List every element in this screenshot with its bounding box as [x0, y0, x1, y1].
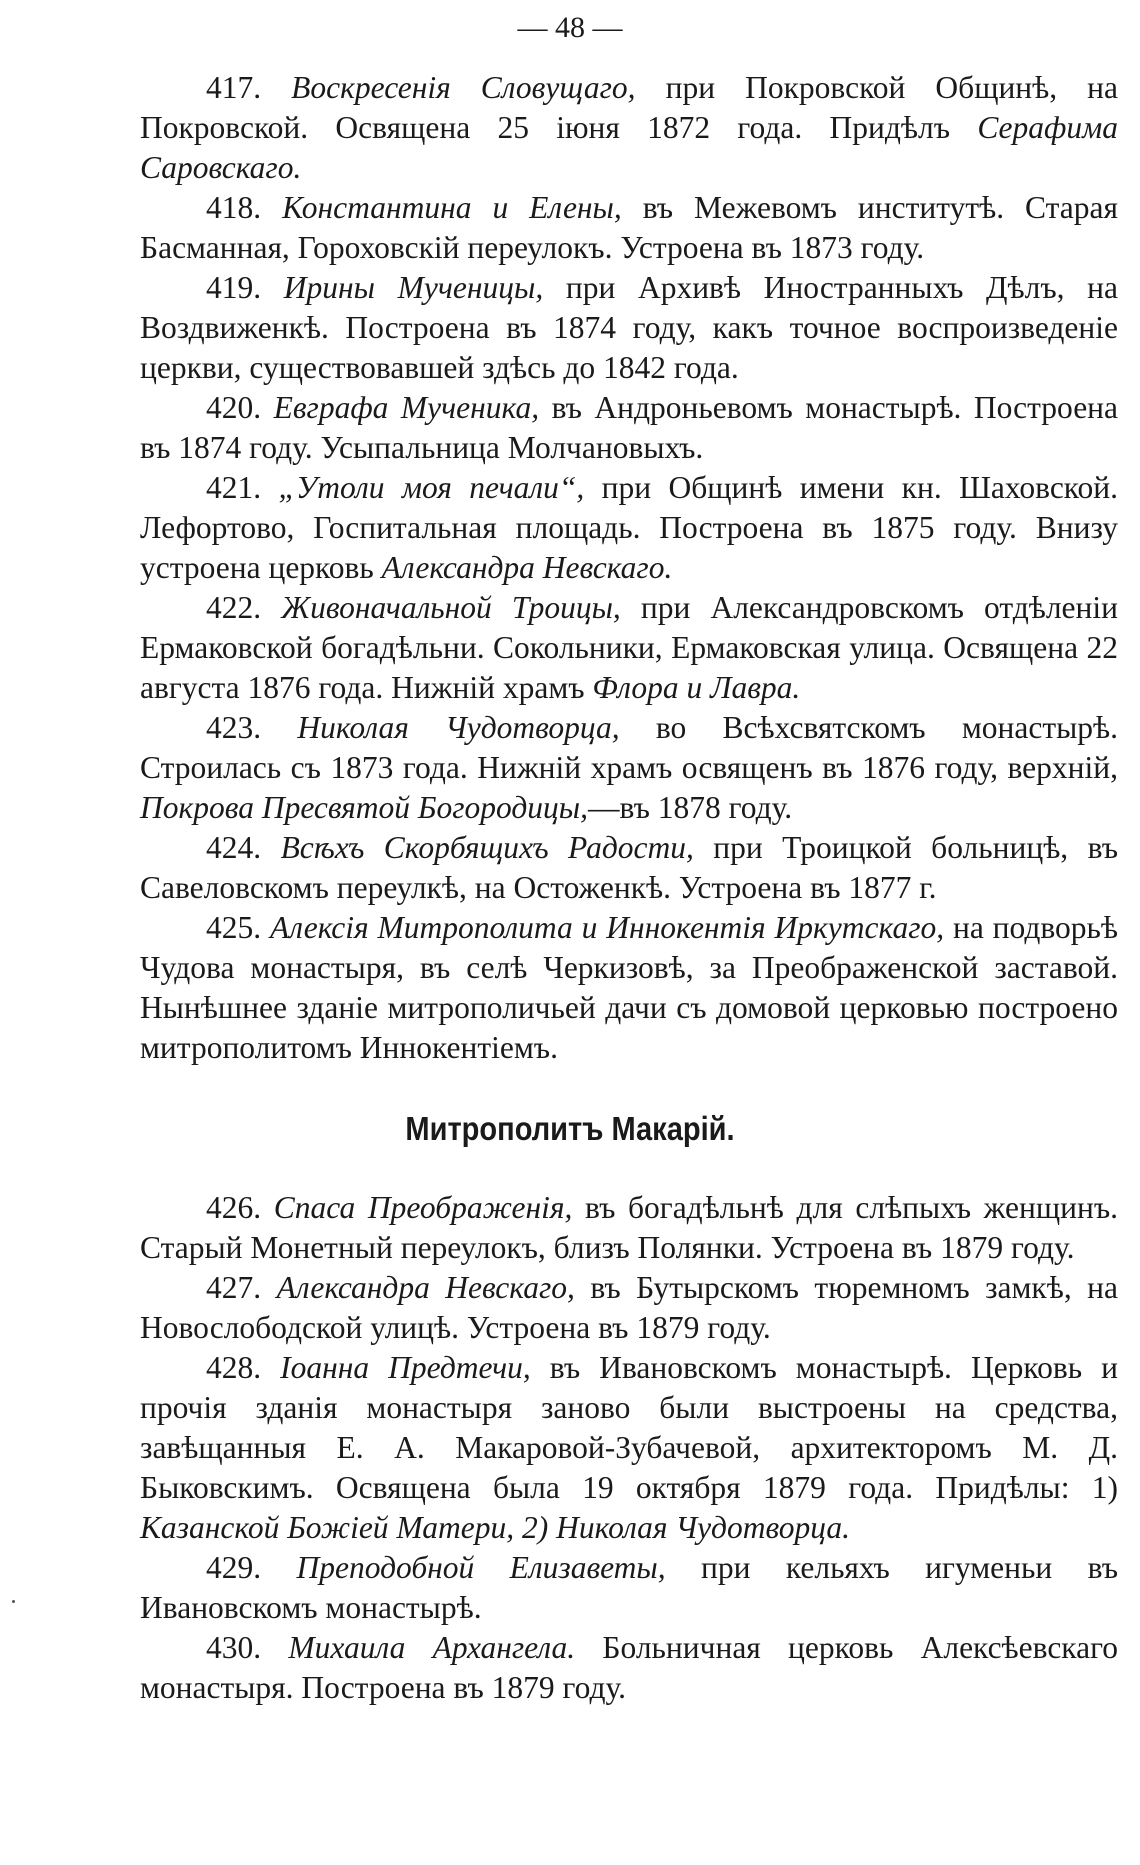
entry-423: 423. Николая Чудотворца, во Всѣхсвятскомъ монастырѣ. Строилась съ 1873 года. Нижній храмъ освященъ въ 1876 году, верхній, Покрова Пресвятой Богородицы,—въ 1878 году. [140, 710, 1118, 825]
section-heading: Митрополитъ Макарій. [405, 1110, 735, 1147]
entry-428: 428. Іоанна Предтечи, въ Ивановскомъ монастырѣ. Церковь и прочія зданія монастыря заново были выстроены на средства, завѣщанныя Е. А. Макаровой-Зубачевой, архитекторомъ М. Д. Быковскимъ. Освящена была 19 октября 1879 года. Придѣлы: 1) Казанской Божіей Матери, 2) Николая Чудотворца. [140, 1350, 1119, 1545]
entry-429: 429. Преподобной Елизаветы, при кельяхъ игуменьи въ Ивановскомъ монастырѣ. [140, 1550, 1118, 1625]
entry-421: 421. „Утоли моя печали“, при Общинѣ имени кн. Шаховской. Лефортово, Госпитальная площадь. Построена въ 1875 году. Внизу устроена церковь Александра Невскаго. [140, 470, 1118, 585]
paper-speck [12, 1600, 15, 1603]
entry-425: 425. Алексія Митрополита и Иннокентія Иркутскаго, на подворьѣ Чудова монастыря, въ селѣ Черкизовѣ, за Преображенской заставой. Нынѣшнее зданіе митрополичьей дачи съ домовой церковью построено митрополитомъ Иннокентіемъ. [140, 910, 1118, 1065]
entry-419: 419. Ирины Мученицы, при Архивѣ Иностранныхъ Дѣлъ, на Воздвиженкѣ. Построена въ 1874 году, какъ точное воспроизведеніе церкви, существовавшей здѣсь до 1842 года. [140, 270, 1118, 385]
entry-418: 418. Константина и Елены, въ Межевомъ институтѣ. Старая Басманная, Гороховскій переулокъ. Устроена въ 1873 году. [140, 190, 1118, 265]
entry-427: 427. Александра Невскаго, въ Бутырскомъ тюремномъ замкѣ, на Новослободской улицѣ. Устроена въ 1879 году. [140, 1270, 1119, 1345]
page-number: — 48 — [517, 11, 623, 44]
entry-424: 424. Всѣхъ Скорбящихъ Радости, при Троицкой больницѣ, въ Савеловскомъ переулкѣ, на Остоженкѣ. Устроена въ 1877 г. [140, 830, 1118, 905]
entry-422: 422. Живоначальной Троицы, при Александровскомъ отдѣленіи Ермаковской богадѣльни. Сокольники, Ермаковская улица. Освящена 22 августа 1876 года. Нижній храмъ Флора и Лавра. [140, 590, 1118, 705]
entry-426: 426. Спаса Преображенія, въ богадѣльнѣ для слѣпыхъ женщинъ. Старый Монетный переулокъ, близъ Полянки. Устроена въ 1879 году. [140, 1190, 1118, 1265]
entries-bottom [140, 1188, 1118, 1708]
entry-417: 417. Воскресенія Словущаго, при Покровской Общинѣ, на Покровской. Освящена 25 іюня 1872 года. Придѣлъ Серафима Саровскаго. [140, 70, 1119, 185]
entry-430: 430. Михаила Архангела. Больничная церковь Алексѣевскаго монастыря. Построена въ 1879 году. [140, 1630, 1118, 1705]
entries-top [140, 68, 1118, 1068]
entry-420: 420. Евграфа Мученика, въ Андроньевомъ монастырѣ. Построена въ 1874 году. Усыпальница Молчановыхъ. [140, 390, 1119, 465]
